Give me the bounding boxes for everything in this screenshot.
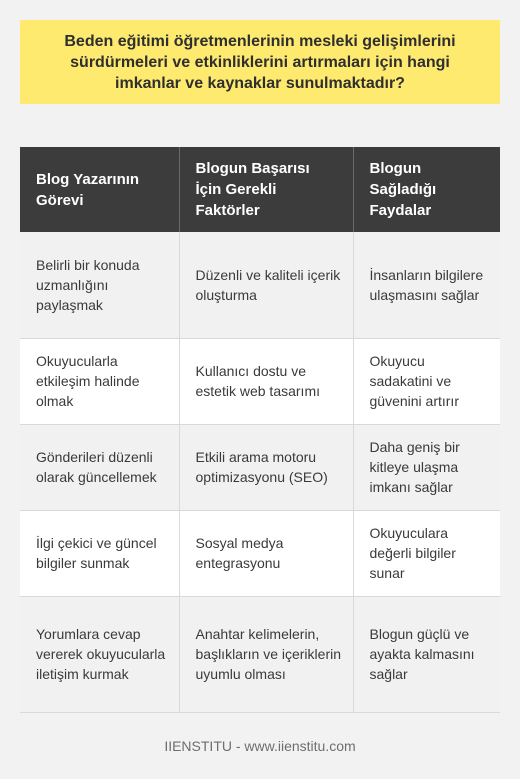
table-row <box>20 424 500 510</box>
table-cell: Okuyuculara değerli bilgiler sunar <box>353 510 500 596</box>
table-cell: İlgi çekici ve güncel bilgiler sunmak <box>20 510 179 596</box>
table-cell: Okuyucularla etkileşim halinde olmak <box>20 338 179 424</box>
title-box <box>20 20 500 104</box>
column-header-blogger-role: Blog Yazarının Görevi <box>20 147 179 232</box>
table-row <box>20 338 500 424</box>
page-title: Beden eğitimi öğretmenlerinin mesleki gelişimlerini sürdürmeleri ve etkinliklerini artırmaları için hangi imkanlar ve kaynaklar sunulmaktadır? <box>64 32 456 92</box>
table-cell: Belirli bir konuda uzmanlığını paylaşmak <box>20 232 179 338</box>
table-cell: Daha geniş bir kitleye ulaşma imkanı sağlar <box>353 424 500 510</box>
table-cell: Sosyal medya entegrasyonu <box>179 510 353 596</box>
info-table <box>20 147 500 713</box>
footer-credit: IIENSTITU - www.iienstitu.com <box>164 738 356 754</box>
column-header-success-factors: Blogun Başarısı İçin Gerekli Faktörler <box>179 147 353 232</box>
table-row <box>20 232 500 338</box>
table-cell: Yorumlara cevap vererek okuyucularla iletişim kurmak <box>20 596 179 712</box>
table-cell: İnsanların bilgilere ulaşmasını sağlar <box>353 232 500 338</box>
table-cell: Gönderileri düzenli olarak güncellemek <box>20 424 179 510</box>
table-cell: Anahtar kelimelerin, başlıkların ve içeriklerin uyumlu olması <box>179 596 353 712</box>
table-cell: Düzenli ve kaliteli içerik oluşturma <box>179 232 353 338</box>
table-row <box>20 510 500 596</box>
table-row <box>20 596 500 712</box>
table-cell: Okuyucu sadakatini ve güvenini artırır <box>353 338 500 424</box>
table-cell: Blogun güçlü ve ayakta kalmasını sağlar <box>353 596 500 712</box>
table-cell: Kullanıcı dostu ve estetik web tasarımı <box>179 338 353 424</box>
column-header-benefits: Blogun Sağladığı Faydalar <box>353 147 500 232</box>
table-cell: Etkili arama motoru optimizasyonu (SEO) <box>179 424 353 510</box>
table-header-row <box>20 147 500 232</box>
